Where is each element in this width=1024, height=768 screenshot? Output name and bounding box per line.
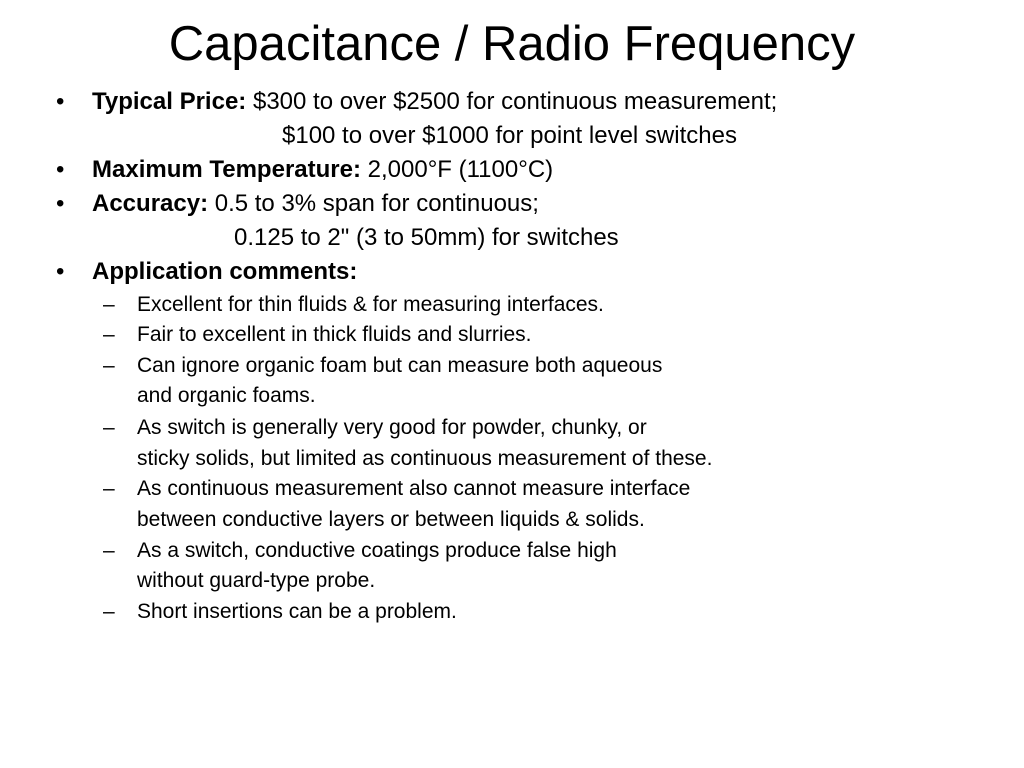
comment-continuation: and organic foams. [137, 384, 316, 407]
bullet-marker: • [56, 156, 65, 183]
bullet-label: Typical Price: [92, 88, 247, 115]
comment-continuation: without guard-type probe. [137, 569, 376, 592]
comment-item: As continuous measurement also cannot measure interface [137, 477, 691, 500]
bullet-accuracy [92, 189, 539, 219]
comment-item: As a switch, conductive coatings produce false high [137, 539, 617, 562]
dash-marker: – [103, 323, 115, 346]
comment-item: As switch is generally very good for powder, chunky, or [137, 416, 647, 439]
comment-item: Short insertions can be a problem. [137, 600, 457, 623]
dash-marker: – [103, 293, 115, 316]
bullet-label: Accuracy: [92, 190, 209, 217]
dash-marker: – [103, 416, 115, 439]
bullet-marker: • [56, 190, 65, 217]
bullet-label: Maximum Temperature: [92, 156, 361, 183]
dash-marker: – [103, 477, 115, 500]
comment-item: Fair to excellent in thick fluids and slurries. [137, 323, 532, 346]
dash-marker: – [103, 539, 115, 562]
bullet-marker: • [56, 258, 65, 285]
bullet-application-comments [92, 257, 357, 287]
comment-item: Can ignore organic foam but can measure both aqueous [137, 354, 663, 377]
bullet-label: Application comments: [92, 258, 358, 285]
comment-continuation: sticky solids, but limited as continuous measurement of these. [137, 447, 713, 470]
slide-title: Capacitance / Radio Frequency [168, 17, 856, 71]
bullet-typical-price [92, 87, 777, 117]
bullet-text: $300 to over $2500 for continuous measurement; [252, 88, 778, 115]
comment-item: Excellent for thin fluids & for measuring interfaces. [137, 293, 604, 316]
bullet-marker: • [56, 88, 65, 115]
dash-marker: – [103, 600, 115, 623]
dash-marker: – [103, 354, 115, 377]
bullet-max-temperature [92, 155, 553, 185]
bullet-text: 0.5 to 3% span for continuous; [214, 190, 539, 217]
bullet-text: 2,000°F (1100°C) [367, 156, 554, 183]
bullet-continuation: $100 to over $1000 for point level switches [282, 122, 737, 149]
bullet-continuation: 0.125 to 2" (3 to 50mm) for switches [234, 224, 619, 251]
comment-continuation: between conductive layers or between liquids & solids. [137, 508, 645, 531]
